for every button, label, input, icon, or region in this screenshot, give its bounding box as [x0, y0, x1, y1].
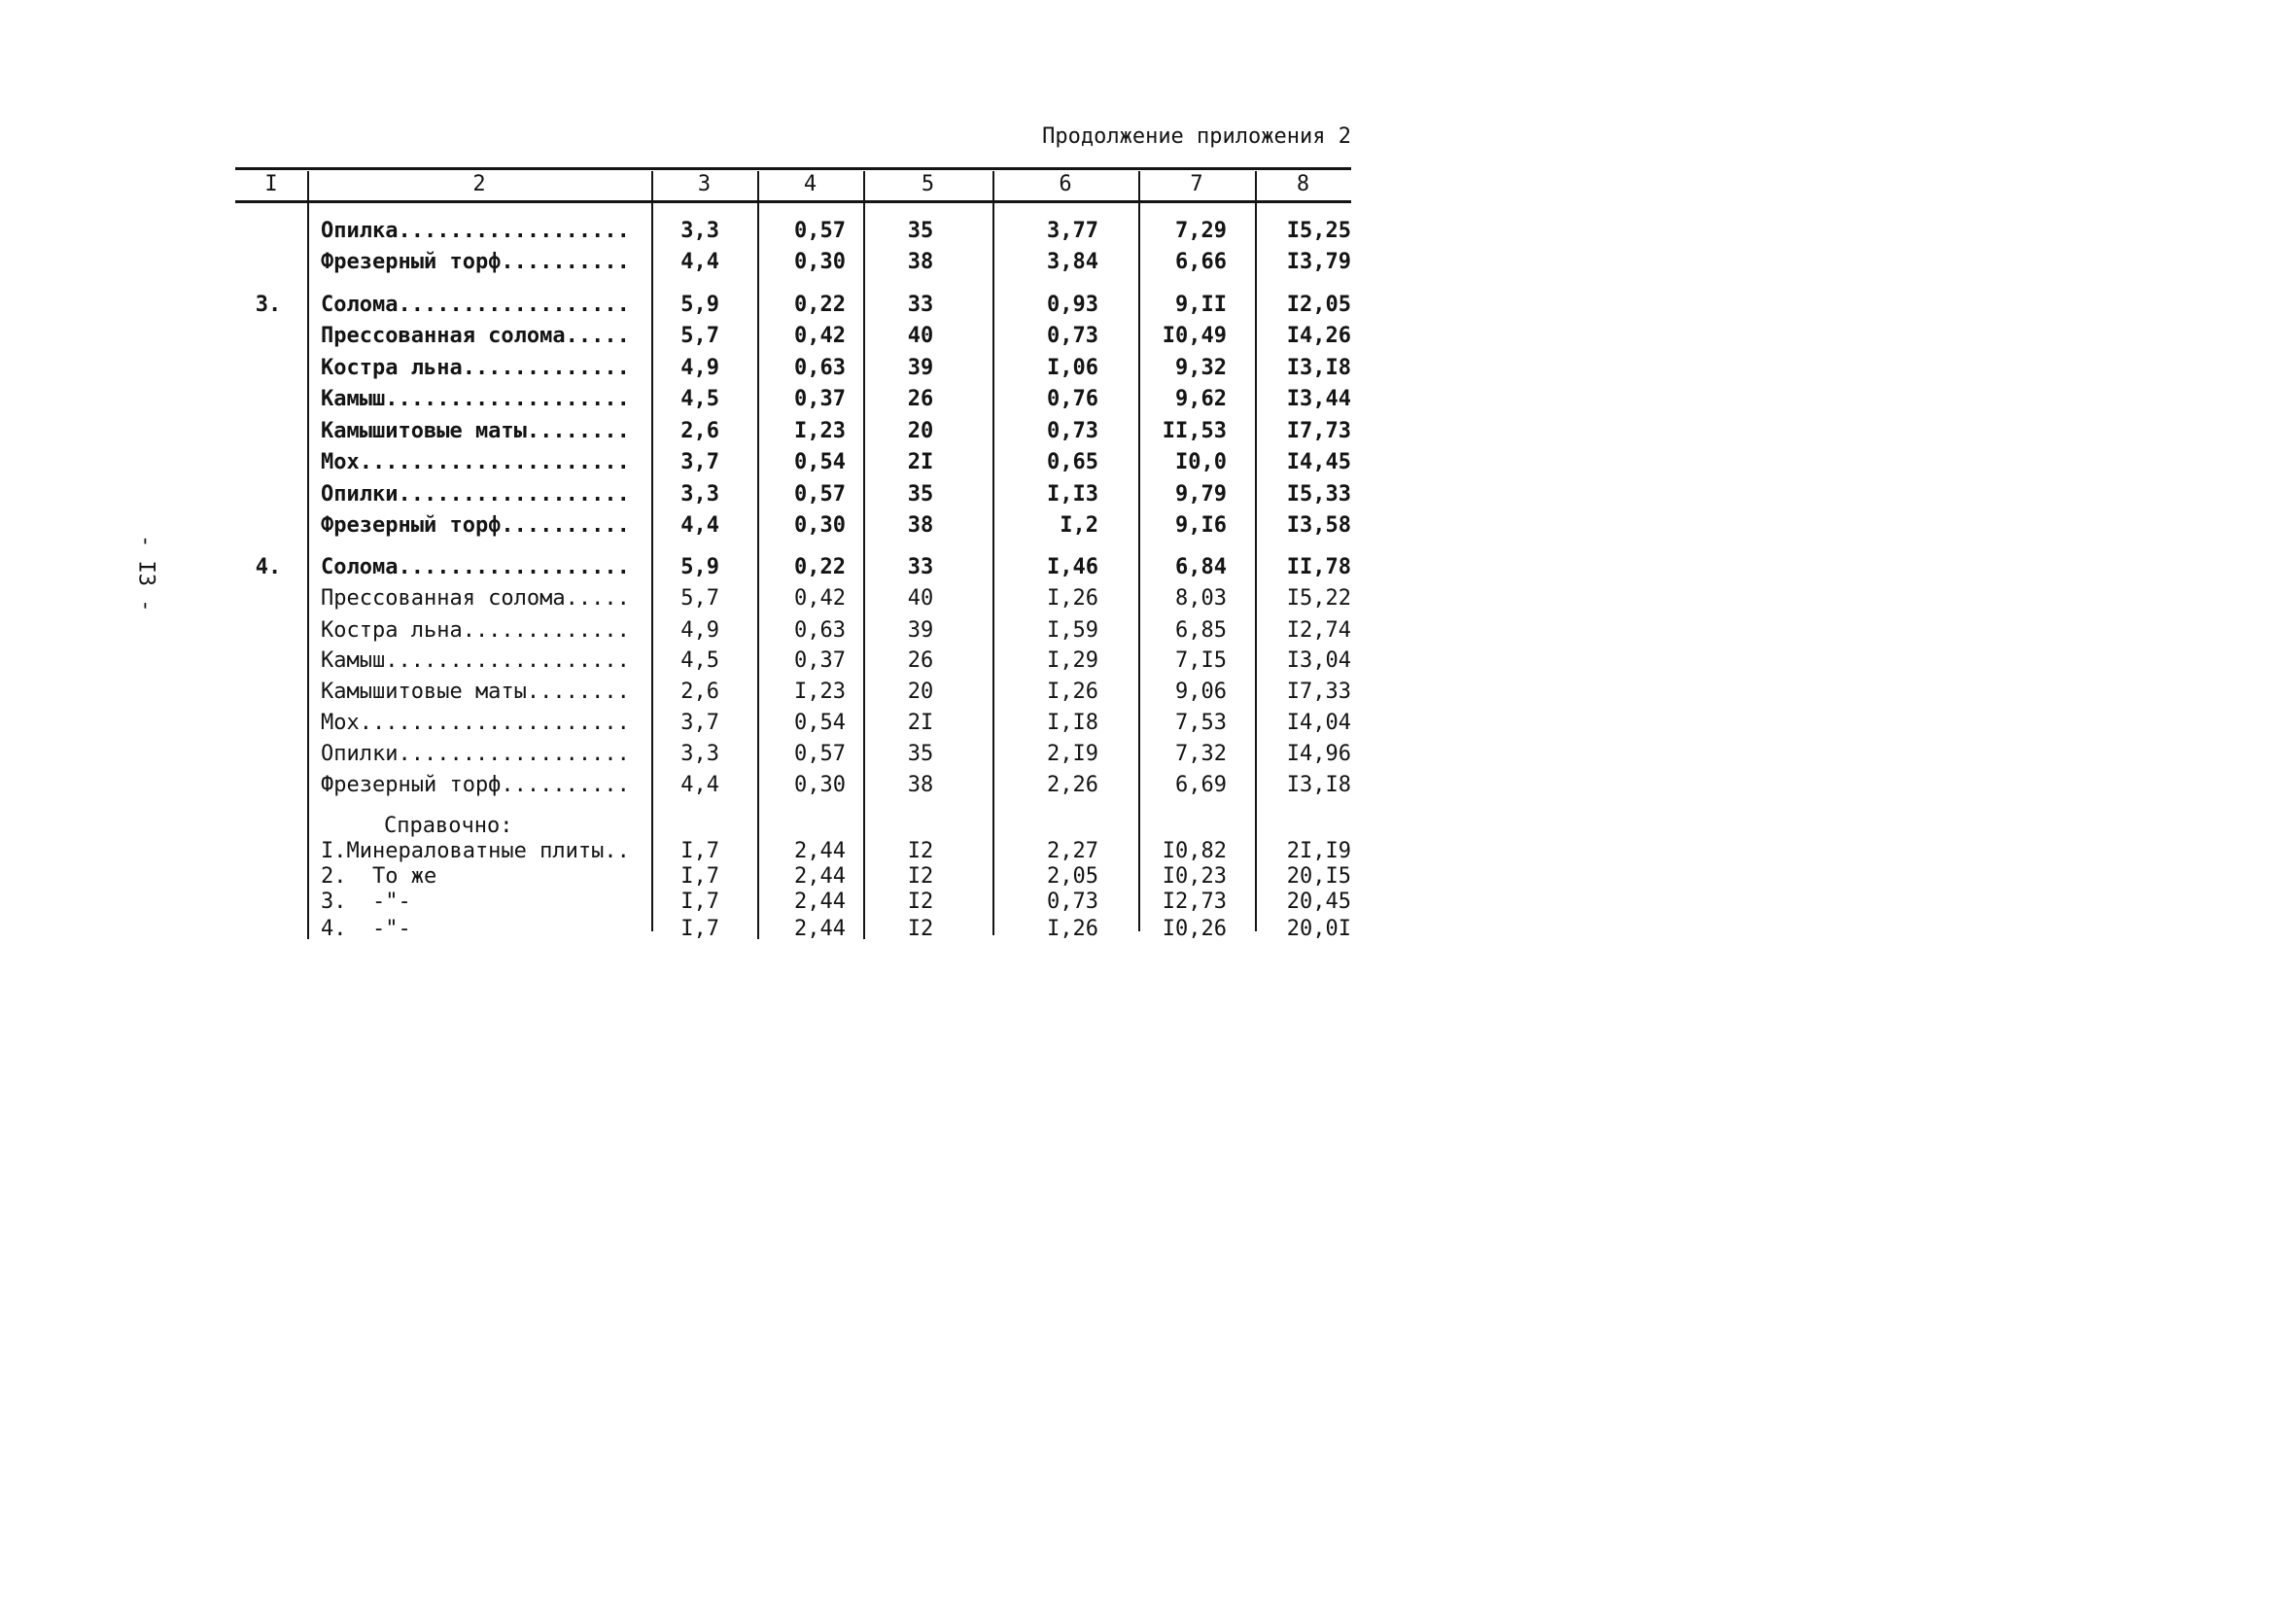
cell-col-7: 7,53	[1175, 711, 1227, 735]
cell-col-8: I4,26	[1286, 324, 1351, 348]
cell-col-5: 38	[907, 513, 934, 538]
cell-col-6: 2,05	[1047, 864, 1098, 889]
cell-col-8: I2,05	[1286, 293, 1351, 317]
material-name: Костра льна.............	[321, 356, 630, 380]
cell-col-4: 0,30	[794, 513, 846, 538]
cell-col-5: 40	[907, 324, 934, 348]
cell-col-5: 2I	[907, 450, 934, 474]
cell-col-3: 5,9	[680, 555, 719, 579]
cell-col-4: 0,37	[794, 648, 846, 673]
cell-col-8: II,78	[1286, 555, 1351, 579]
cell-col-5: 26	[907, 387, 934, 411]
cell-col-8: I3,58	[1286, 513, 1351, 538]
cell-col-3: 4,4	[680, 773, 719, 797]
cell-col-8: 20,45	[1286, 890, 1351, 914]
material-name: Камышитовые маты........	[321, 419, 630, 443]
cell-col-4: 0,63	[794, 356, 846, 380]
column-header: I	[264, 172, 278, 196]
cell-col-3: 4,9	[680, 356, 719, 380]
material-name: Мох.....................	[321, 450, 630, 474]
material-name: Прессованная солома.....	[321, 586, 630, 611]
reference-name: 3. -"-	[321, 890, 411, 914]
cell-col-3: 3,7	[680, 450, 719, 474]
cell-col-6: 2,I9	[1047, 742, 1098, 766]
cell-col-3: 5,9	[680, 293, 719, 317]
cell-col-3: 3,3	[680, 219, 719, 243]
cell-col-4: 0,22	[794, 293, 846, 317]
cell-col-5: 39	[907, 618, 934, 643]
cell-col-7: I0,82	[1162, 839, 1227, 863]
cell-col-8: 2I,I9	[1286, 839, 1351, 863]
cell-col-5: 26	[907, 648, 934, 673]
cell-col-4: 2,44	[794, 917, 846, 941]
cell-col-4: 0,30	[794, 250, 846, 274]
cell-col-5: 35	[907, 742, 934, 766]
material-name: Костра льна.............	[321, 618, 630, 643]
material-name: Опилки..................	[321, 742, 630, 766]
cell-col-5: 33	[907, 555, 934, 579]
cell-col-6: 2,27	[1047, 839, 1098, 863]
cell-col-7: I0,26	[1162, 917, 1227, 941]
material-name: Фрезерный торф..........	[321, 513, 630, 538]
cell-col-3: 2,6	[680, 680, 719, 704]
cell-col-7: I2,73	[1162, 890, 1227, 914]
column-divider	[651, 171, 653, 931]
cell-col-3: 4,9	[680, 618, 719, 643]
cell-col-8: I3,04	[1286, 648, 1351, 673]
cell-col-7: I0,23	[1162, 864, 1227, 889]
column-header: 8	[1296, 172, 1310, 196]
cell-col-7: 9,06	[1175, 680, 1227, 704]
material-name: Прессованная солома.....	[321, 324, 630, 348]
cell-col-5: I2	[907, 864, 934, 889]
material-name: Камыш...................	[321, 387, 630, 411]
cell-col-3: 4,4	[680, 250, 719, 274]
cell-col-8: I4,04	[1286, 711, 1351, 735]
cell-col-3: 3,3	[680, 482, 719, 507]
reference-name: 2. То же	[321, 864, 437, 889]
material-name: Солома..................	[321, 293, 630, 317]
column-divider	[992, 171, 994, 935]
cell-col-3: I,7	[680, 890, 719, 914]
cell-col-4: 0,30	[794, 773, 846, 797]
column-header: 2	[472, 172, 486, 196]
cell-col-7: I0,0	[1175, 450, 1227, 474]
cell-col-5: 35	[907, 219, 934, 243]
cell-col-7: 8,03	[1175, 586, 1227, 611]
cell-col-6: I,26	[1047, 680, 1098, 704]
cell-col-7: 6,85	[1175, 618, 1227, 643]
cell-col-8: I3,I8	[1286, 356, 1351, 380]
cell-col-6: 0,73	[1047, 890, 1098, 914]
cell-col-6: 0,73	[1047, 324, 1098, 348]
cell-col-6: 0,65	[1047, 450, 1098, 474]
cell-col-5: 20	[907, 680, 934, 704]
cell-col-4: 0,63	[794, 618, 846, 643]
reference-name: I.Минераловатные плиты..	[321, 839, 630, 863]
cell-col-3: I,7	[680, 917, 719, 941]
cell-col-8: I5,25	[1286, 219, 1351, 243]
cell-col-4: 0,37	[794, 387, 846, 411]
cell-col-7: 7,32	[1175, 742, 1227, 766]
cell-col-3: I,7	[680, 864, 719, 889]
cell-col-7: I0,49	[1162, 324, 1227, 348]
cell-col-5: 40	[907, 586, 934, 611]
cell-col-8: I3,I8	[1286, 773, 1351, 797]
cell-col-7: 9,I6	[1175, 513, 1227, 538]
cell-col-5: 38	[907, 250, 934, 274]
column-divider	[1255, 171, 1257, 931]
cell-col-6: 0,76	[1047, 387, 1098, 411]
cell-col-6: I,2	[1060, 513, 1098, 538]
column-header: 5	[921, 172, 935, 196]
cell-col-4: I,23	[794, 419, 846, 443]
cell-col-3: 5,7	[680, 586, 719, 611]
cell-col-4: 0,57	[794, 219, 846, 243]
cell-col-7: 6,69	[1175, 773, 1227, 797]
material-name: Опилки..................	[321, 482, 630, 507]
cell-col-8: I5,22	[1286, 586, 1351, 611]
reference-name: 4. -"-	[321, 917, 411, 941]
cell-col-3: 4,5	[680, 648, 719, 673]
cell-col-7: 9,32	[1175, 356, 1227, 380]
cell-col-6: 3,84	[1047, 250, 1098, 274]
cell-col-6: I,I3	[1047, 482, 1098, 507]
material-name: Камышитовые маты........	[321, 680, 630, 704]
material-name: Фрезерный торф..........	[321, 773, 630, 797]
cell-col-8: I3,44	[1286, 387, 1351, 411]
cell-col-7: 6,84	[1175, 555, 1227, 579]
cell-col-3: 4,4	[680, 513, 719, 538]
cell-col-4: 2,44	[794, 839, 846, 863]
cell-col-7: 9,62	[1175, 387, 1227, 411]
cell-col-3: 3,7	[680, 711, 719, 735]
cell-col-8: I7,33	[1286, 680, 1351, 704]
cell-col-8: I4,96	[1286, 742, 1351, 766]
table-header-rule	[235, 200, 1351, 203]
cell-col-7: 6,66	[1175, 250, 1227, 274]
column-divider	[1138, 171, 1140, 931]
cell-col-6: 0,73	[1047, 419, 1098, 443]
cell-col-5: 39	[907, 356, 934, 380]
cell-col-6: I,46	[1047, 555, 1098, 579]
cell-col-4: 0,57	[794, 742, 846, 766]
document-page	[0, 0, 1516, 1072]
cell-col-6: I,06	[1047, 356, 1098, 380]
cell-col-7: 9,79	[1175, 482, 1227, 507]
cell-col-6: 3,77	[1047, 219, 1098, 243]
cell-col-6: I,59	[1047, 618, 1098, 643]
cell-col-6: I,26	[1047, 586, 1098, 611]
cell-col-3: 3,3	[680, 742, 719, 766]
cell-col-7: 9,II	[1175, 293, 1227, 317]
cell-col-4: 2,44	[794, 864, 846, 889]
column-divider	[307, 171, 309, 939]
material-name: Камыш...................	[321, 648, 630, 673]
column-header: 7	[1190, 172, 1203, 196]
material-name: Солома..................	[321, 555, 630, 579]
cell-col-8: 20,0I	[1286, 917, 1351, 941]
page-number: - I3 -	[133, 535, 158, 612]
cell-col-4: 2,44	[794, 890, 846, 914]
cell-col-4: 0,22	[794, 555, 846, 579]
cell-col-5: I2	[907, 839, 934, 863]
reference-title: Справочно:	[384, 814, 513, 838]
column-header: 6	[1059, 172, 1072, 196]
group-number: 4.	[255, 555, 282, 579]
column-header: 4	[803, 172, 818, 196]
cell-col-4: 0,54	[794, 450, 846, 474]
cell-col-5: 38	[907, 773, 934, 797]
cell-col-4: 0,42	[794, 586, 846, 611]
cell-col-4: 0,42	[794, 324, 846, 348]
cell-col-5: I2	[907, 890, 934, 914]
material-name: Фрезерный торф..........	[321, 250, 630, 274]
material-name: Мох.....................	[321, 711, 630, 735]
cell-col-5: 2I	[907, 711, 934, 735]
cell-col-8: I3,79	[1286, 250, 1351, 274]
cell-col-7: 7,29	[1175, 219, 1227, 243]
cell-col-4: I,23	[794, 680, 846, 704]
cell-col-5: I2	[907, 917, 934, 941]
cell-col-8: I2,74	[1286, 618, 1351, 643]
cell-col-6: I,I8	[1047, 711, 1098, 735]
column-divider	[863, 171, 865, 939]
column-header: 3	[697, 172, 712, 196]
cell-col-3: 5,7	[680, 324, 719, 348]
cell-col-6: 2,26	[1047, 773, 1098, 797]
cell-col-6: 0,93	[1047, 293, 1098, 317]
cell-col-3: 2,6	[680, 419, 719, 443]
cell-col-3: 4,5	[680, 387, 719, 411]
cell-col-3: I,7	[680, 839, 719, 863]
material-name: Опилка..................	[321, 219, 630, 243]
cell-col-8: I5,33	[1286, 482, 1351, 507]
group-number: 3.	[255, 293, 282, 317]
table-top-rule	[235, 167, 1351, 170]
cell-col-4: 0,57	[794, 482, 846, 507]
page-caption: Продолжение приложения 2	[1042, 124, 1351, 149]
cell-col-8: I4,45	[1286, 450, 1351, 474]
cell-col-5: 33	[907, 293, 934, 317]
cell-col-8: I7,73	[1286, 419, 1351, 443]
cell-col-7: 7,I5	[1175, 648, 1227, 673]
cell-col-5: 35	[907, 482, 934, 507]
cell-col-7: II,53	[1162, 419, 1227, 443]
cell-col-5: 20	[907, 419, 934, 443]
cell-col-4: 0,54	[794, 711, 846, 735]
cell-col-6: I,26	[1047, 917, 1098, 941]
cell-col-6: I,29	[1047, 648, 1098, 673]
cell-col-8: 20,I5	[1286, 864, 1351, 889]
